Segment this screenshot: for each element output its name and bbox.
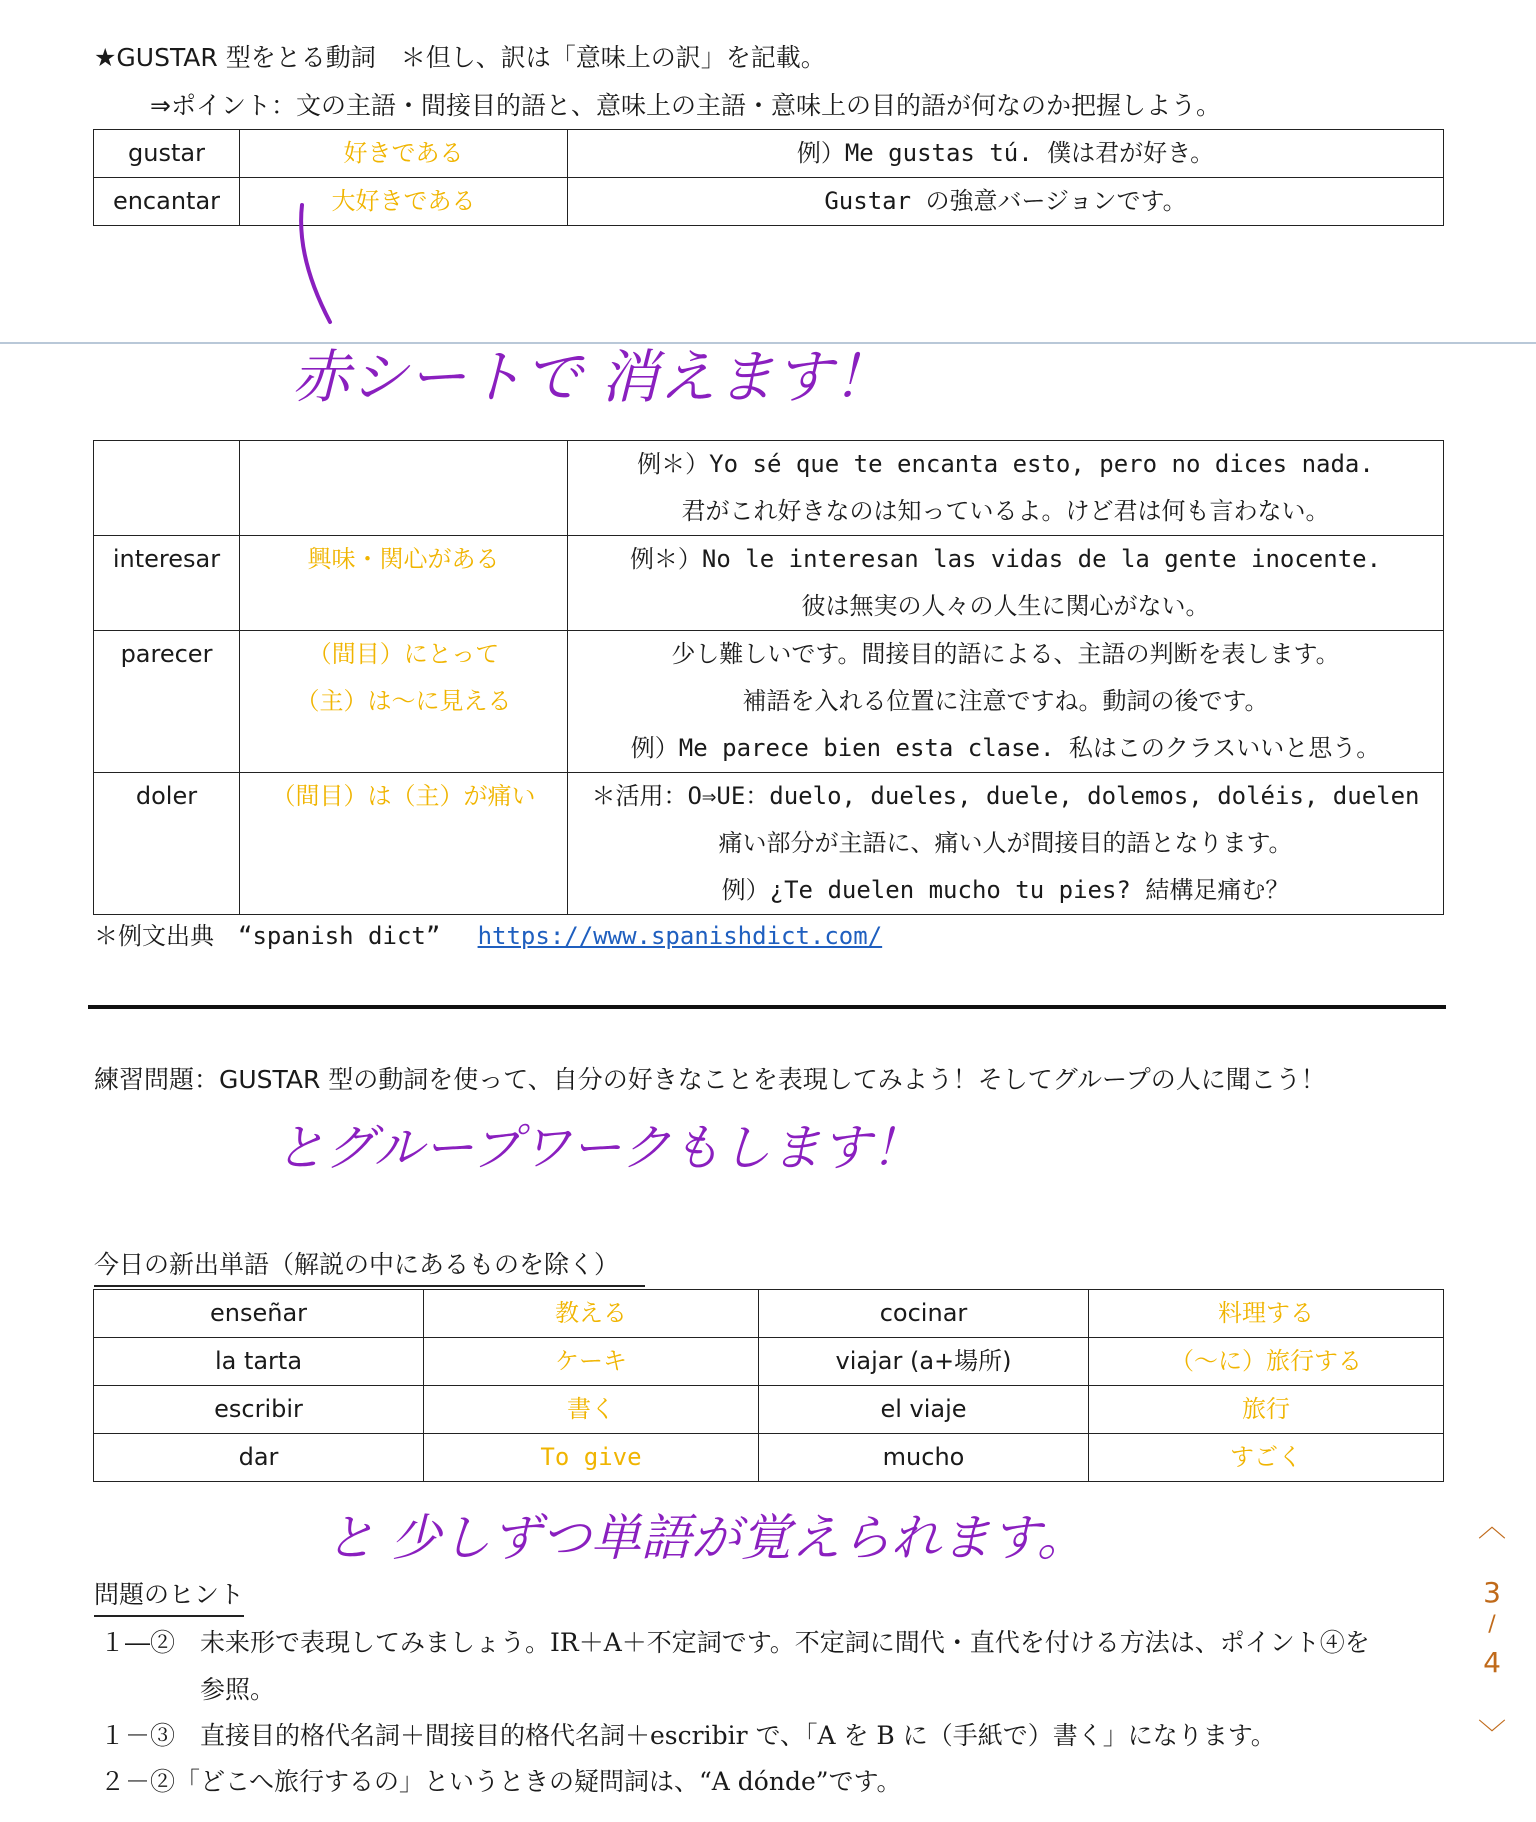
hint-item: １－③ 直接目的格代名詞＋間接目的格代名詞＋escribir で、「A を B に（手紙で）書く」になります。 — [100, 1721, 1276, 1750]
vocab-es: mucho — [759, 1434, 1089, 1482]
vocab-ja: 書く — [424, 1386, 759, 1434]
table-row — [94, 1290, 1444, 1338]
vocab-es: el viaje — [759, 1386, 1089, 1434]
table-row — [94, 441, 1444, 536]
handwritten-stroke-icon — [290, 200, 340, 330]
table-row — [94, 1338, 1444, 1386]
meaning-cell: 好きである — [240, 130, 568, 178]
page-up-button[interactable]: ︿ — [1477, 1510, 1506, 1543]
note-cell: ＊活用：O⇒UE：duelo, dueles, duele, dolemos, doléis, duelen 痛い部分が主語に、痛い人が間接目的語となります。 例）¿Te duelen mucho tu pies? 結構足痛む？ — [568, 773, 1444, 915]
meaning-cell — [240, 441, 568, 536]
vocab-es: dar — [94, 1434, 424, 1482]
verb-cell: parecer — [94, 631, 240, 773]
table-row — [94, 1434, 1444, 1482]
exercise-text: 練習問題：GUSTAR 型の動詞を使って、自分の好きなことを表現してみよう！そしてグループの人に聞こう！ — [94, 1065, 1326, 1094]
vocab-title: 今日の新出単語（解説の中にあるものを除く） — [94, 1245, 645, 1287]
table-row — [94, 631, 1444, 773]
section-divider — [88, 1005, 1446, 1009]
vocab-ja: To give — [424, 1434, 759, 1482]
meaning-cell: （間目）にとって （主）は～に見える — [240, 631, 568, 773]
vocab-ja: （～に）旅行する — [1089, 1338, 1444, 1386]
section-title: ★GUSTAR 型をとる動詞 ＊但し、訳は「意味上の訳」を記載。 — [94, 43, 826, 72]
vocab-ja: 料理する — [1089, 1290, 1444, 1338]
gustar-table-bottom — [93, 440, 1444, 915]
vocab-ja: 旅行 — [1089, 1386, 1444, 1434]
meaning-cell: 大好きである — [240, 178, 568, 226]
hint-item: ２－②「どこへ旅行するの」というときの疑問詞は、“A dónde”です。 — [100, 1767, 902, 1796]
vocab-ja: ケーキ — [424, 1338, 759, 1386]
verb-cell — [94, 441, 240, 536]
meaning-cell: （間目）は（主）が痛い — [240, 773, 568, 915]
table-row — [94, 536, 1444, 631]
note-cell: 例＊）Yo sé que te encanta esto, pero no dices nada. 君がこれ好きなのは知っているよ。けど君は何も言わない。 — [568, 441, 1444, 536]
verb-cell: doler — [94, 773, 240, 915]
vocab-es: viajar (a+場所) — [759, 1338, 1089, 1386]
handwritten-note-vocab: と 少しずつ単語が覚えられます。 — [325, 1509, 1087, 1567]
vocab-es: la tarta — [94, 1338, 424, 1386]
note-cell: 例）Me gustas tú. 僕は君が好き。 — [568, 130, 1444, 178]
meaning-cell: 興味・関心がある — [240, 536, 568, 631]
vocab-es: cocinar — [759, 1290, 1089, 1338]
source-label: ＊例文出典 “spanish dict” — [94, 922, 441, 950]
hint-title: 問題のヒント — [94, 1575, 244, 1617]
page-total: 4 — [1483, 1646, 1501, 1679]
verb-cell: interesar — [94, 536, 240, 631]
page-down-button[interactable]: ﹀ — [1477, 1717, 1506, 1750]
page-current: 3 — [1483, 1576, 1501, 1609]
note-cell: 例＊）No le interesan las vidas de la gente inocente. 彼は無実の人々の人生に関心がない。 — [568, 536, 1444, 631]
verb-cell: gustar — [94, 130, 240, 178]
vocab-table — [93, 1289, 1444, 1482]
table-row — [94, 1386, 1444, 1434]
vocab-es: escribir — [94, 1386, 424, 1434]
note-cell: Gustar の強意バージョンです。 — [568, 178, 1444, 226]
hint-item: １―② 未来形で表現してみましょう。IR＋A＋不定詞です。不定詞に間代・直代を付ける方法は、ポイント④を — [100, 1628, 1370, 1657]
vocab-ja: 教える — [424, 1290, 759, 1338]
verb-cell: encantar — [94, 178, 240, 226]
hint-item: 参照。 — [200, 1675, 276, 1704]
example-source — [94, 916, 882, 951]
handwritten-note-red-sheet: 赤シートで 消えます！ — [292, 343, 891, 411]
vocab-es: enseñar — [94, 1290, 424, 1338]
table-row — [94, 773, 1444, 915]
handwritten-note-group-work: とグループワークもします！ — [275, 1119, 921, 1177]
vocab-ja: すごく — [1089, 1434, 1444, 1482]
point-note: ⇒ポイント：文の主語・間接目的語と、意味上の主語・意味上の目的語が何なのか把握しよう。 — [150, 91, 1221, 120]
note-cell: 少し難しいです。間接目的語による、主語の判断を表します。 補語を入れる位置に注意ですね。動詞の後です。 例）Me parece bien esta clase. 私はこのクラスいいと思う。 — [568, 631, 1444, 773]
source-link[interactable]: https://www.spanishdict.com/ — [477, 922, 883, 950]
page-separator: / — [1488, 1612, 1496, 1637]
table-row — [94, 130, 1444, 178]
